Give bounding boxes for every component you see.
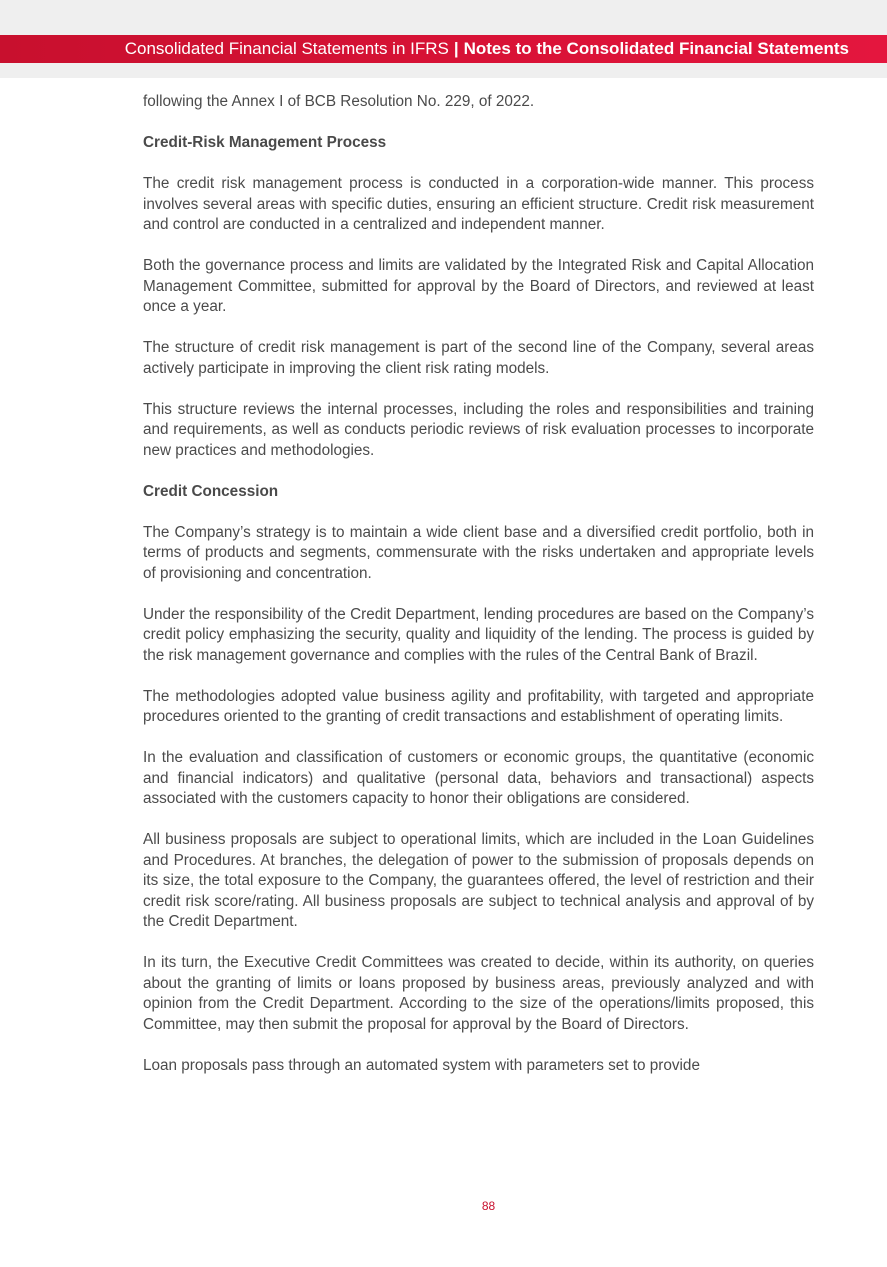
paragraph: This structure reviews the internal processes, including the roles and responsibilities and training and requirements, as well as conducts periodic reviews of risk evaluation processes to incorporate new practices and methodologies. [143, 400, 814, 459]
paragraph: All business proposals are subject to operational limits, which are included in the Loan Guidelines and Procedures. At branches, the delegation of power to the submission of proposals depends on its size, the total exposure to the Company, the guarantees offered, the level of restriction and their credit risk score/rating. All business proposals are subject to technical analysis and approval of by the Credit Department. [143, 831, 814, 930]
paragraph: In its turn, the Executive Credit Committees was created to decide, within its authority, on queries about the granting of limits or loans proposed by business areas, previously analyzed and with opinion from the Credit Department. According to the size of the operations/limits proposed, this Committee, may then submit the proposal for approval by the Board of Directors. [143, 954, 814, 1033]
paragraph-truncated: Loan proposals pass through an automated system with parameters set to provide [143, 1056, 700, 1074]
paragraph: The methodologies adopted value business agility and profitability, with targeted and appropriate procedures oriented to the granting of credit transactions and establishment of operating limits. [143, 687, 814, 725]
paragraph-continuation: following the Annex I of BCB Resolution No. 229, of 2022. [143, 93, 535, 110]
page-number: 88 [481, 1199, 496, 1213]
paragraph: The credit risk management process is conducted in a corporation-wide manner. This process involves several areas with specific duties, ensuring an efficient structure. Credit risk measurement and control are conducted in a centralized and independent manner. [143, 175, 814, 233]
paragraph: In the evaluation and classification of customers or economic groups, the quantitative (economic and financial indicators) and qualitative (personal data, behaviors and transactional) aspects associated with the customers capacity to honor their obligations are considered. [143, 749, 814, 807]
heading-credit-risk-management: Credit-Risk Management Process [143, 134, 387, 151]
document-title: Consolidated Financial Statements in IFRS [124, 39, 449, 58]
section-title: Notes to the Consolidated Financial Statements [463, 39, 849, 58]
header-title-group [125, 35, 849, 63]
paragraph: Both the governance process and limits are validated by the Integrated Risk and Capital Allocation Management Committee, submitted for approval by the Board of Directors, and reviewed at least once a year. [143, 257, 814, 315]
header-separator: | [453, 39, 459, 58]
page-content [143, 92, 814, 1097]
paragraph: Under the responsibility of the Credit Department, lending procedures are based on the Company’s credit policy emphasizing the security, quality and liquidity of the lending. The process is guided by the risk management governance and complies with the rules of the Central Bank of Brazil. [143, 605, 814, 664]
paragraph: The Company’s strategy is to maintain a wide client base and a diversified credit portfolio, both in terms of products and segments, commensurate with the risks undertaken and appropriate levels of provisioning and concentration. [143, 523, 814, 582]
paragraph: The structure of credit risk management is part of the second line of the Company, several areas actively participate in improving the client risk rating models. [143, 339, 814, 377]
heading-credit-concession: Credit Concession [143, 482, 279, 500]
header-bar [0, 35, 887, 63]
